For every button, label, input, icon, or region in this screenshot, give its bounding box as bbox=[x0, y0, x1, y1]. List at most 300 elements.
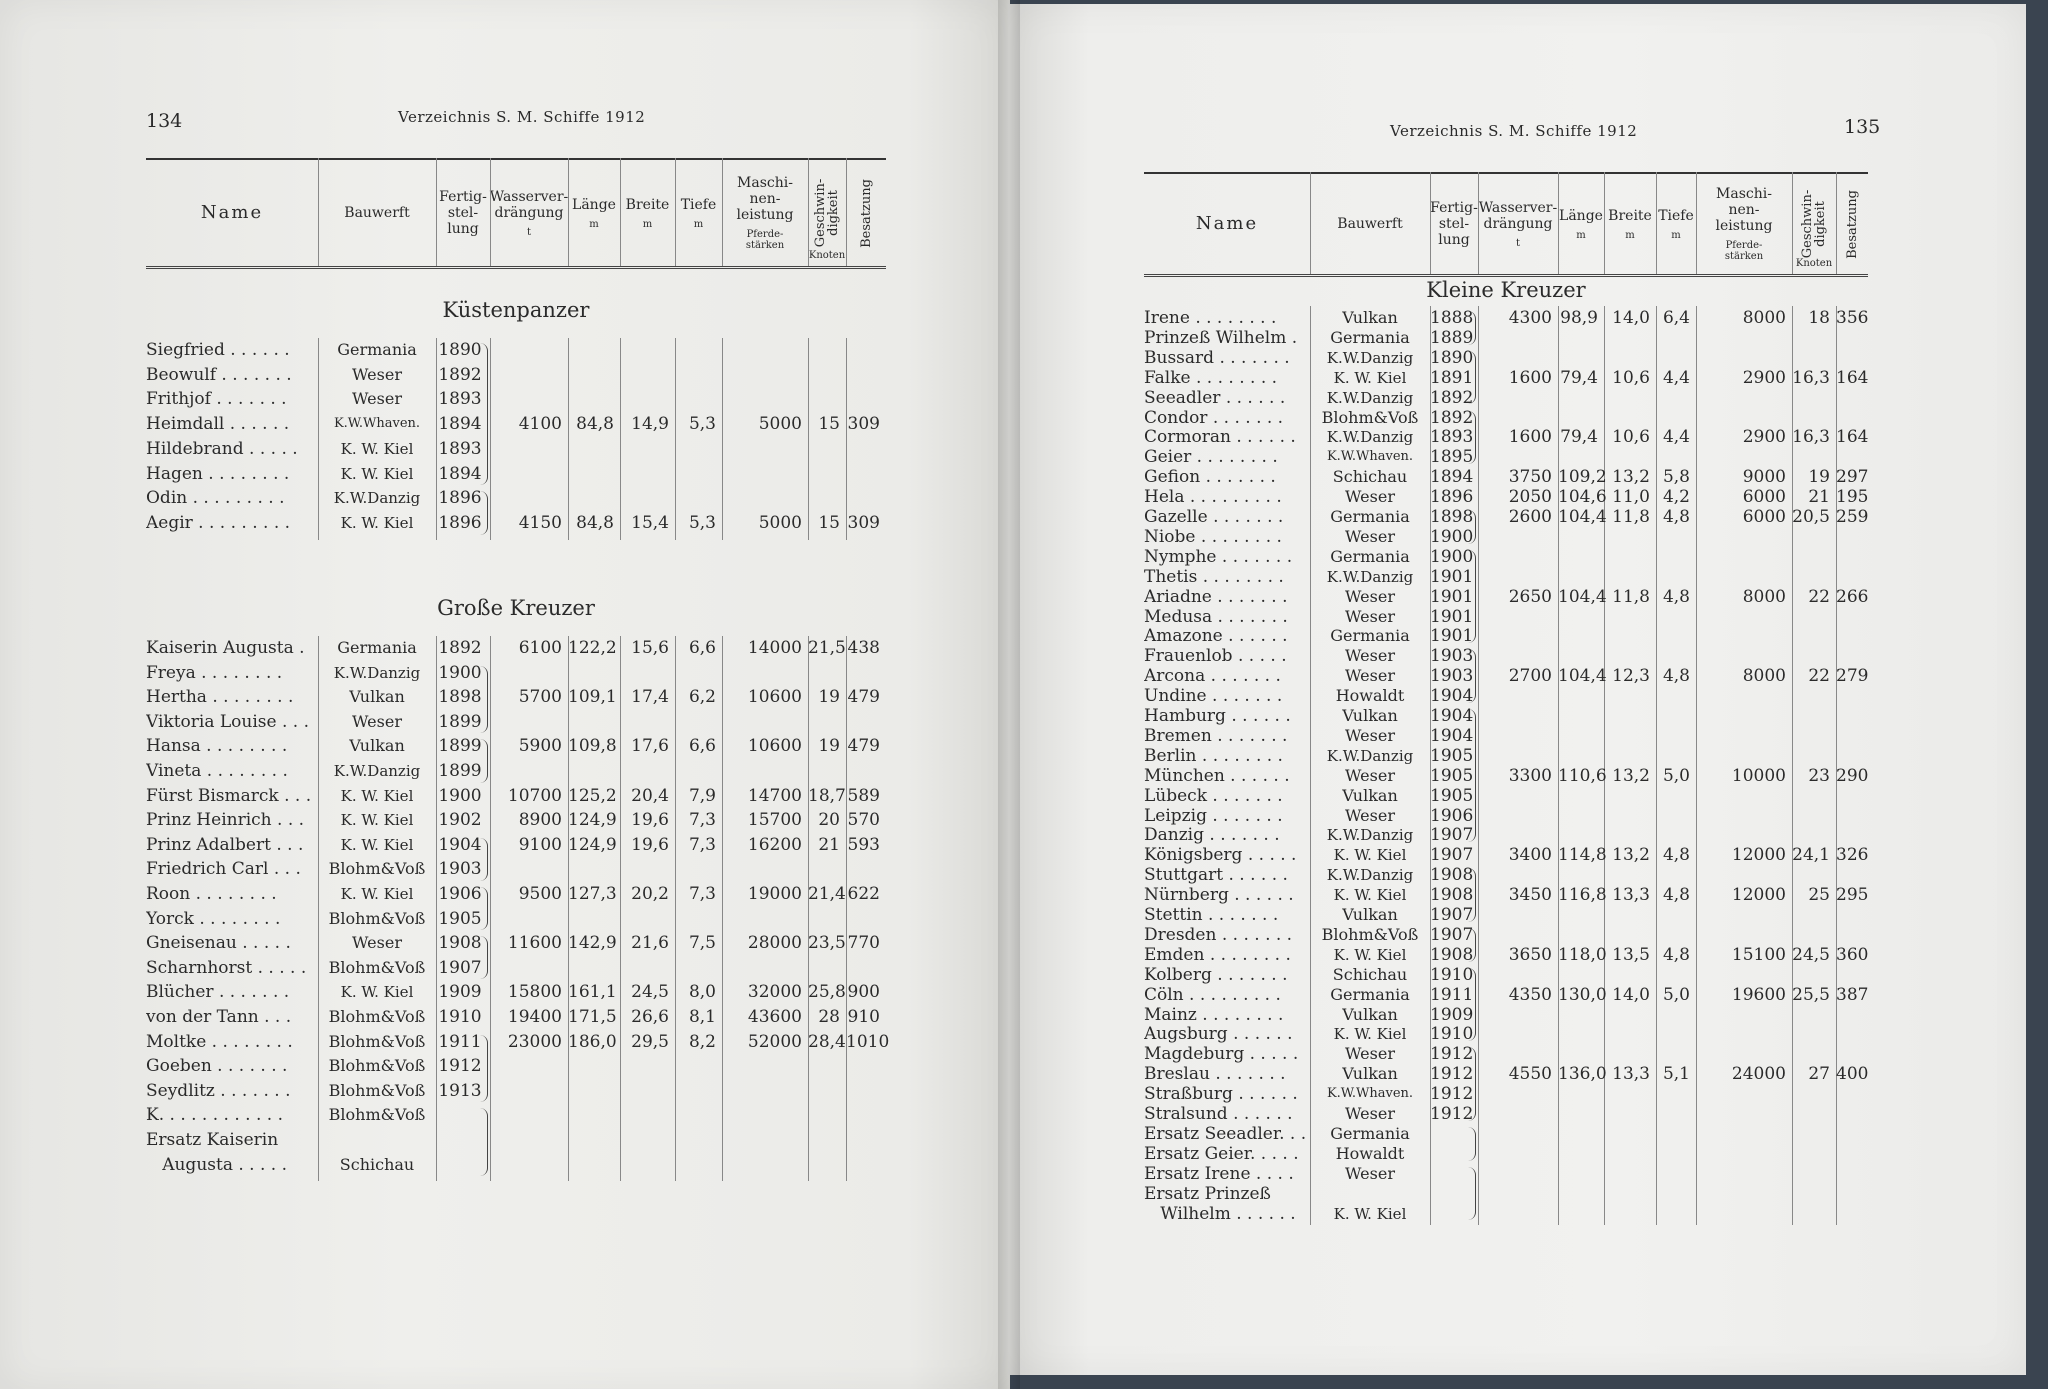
cell-disp: 2650 bbox=[1508, 586, 1552, 607]
cell-year: 1903 bbox=[438, 859, 482, 880]
cell-year: 1908 bbox=[1430, 865, 1474, 886]
cell-kn: 25,5 bbox=[1792, 984, 1830, 1005]
header-length bbox=[568, 162, 620, 264]
cell-yard: Weser bbox=[352, 389, 402, 409]
cell-year: 1899 bbox=[438, 711, 482, 732]
section-title: Kleine Kreuzer bbox=[1426, 278, 1586, 302]
header-name bbox=[1144, 176, 1310, 272]
cell-name: von der Tann . . . bbox=[146, 1007, 292, 1027]
cell-disp: 3650 bbox=[1508, 944, 1552, 965]
cell-hp: 43600 bbox=[747, 1007, 802, 1027]
cell-year: 1912 bbox=[438, 1056, 482, 1077]
cell-yard: Blohm&Voß bbox=[328, 1105, 426, 1125]
cell-year: 1893 bbox=[438, 389, 482, 410]
cell-crew: 195 bbox=[1836, 487, 1869, 508]
cell-year: 1901 bbox=[1430, 586, 1474, 607]
header-column-divider bbox=[620, 158, 621, 266]
group-brace bbox=[478, 739, 488, 782]
cell-name: Bremen . . . . . . . bbox=[1144, 725, 1288, 746]
cell-len: 122,2 bbox=[568, 638, 617, 658]
cell-yard: Howaldt bbox=[1335, 686, 1405, 706]
cell-crew: 387 bbox=[1836, 984, 1869, 1005]
cell-yard: K.W.Danzig bbox=[1326, 428, 1414, 447]
cell-depth: 6,4 bbox=[1662, 308, 1690, 328]
page-number: 134 bbox=[146, 110, 183, 132]
header-unit: t bbox=[1515, 237, 1521, 249]
cell-year: 1900 bbox=[438, 785, 482, 806]
cell-hp: 2900 bbox=[1742, 427, 1786, 448]
cell-kn: 28 bbox=[818, 1007, 840, 1027]
cell-len: 104,6 bbox=[1558, 487, 1607, 508]
cell-year: 1894 bbox=[1430, 467, 1474, 488]
cell-disp: 6100 bbox=[518, 638, 562, 658]
group-brace bbox=[1466, 411, 1476, 465]
cell-crew: 910 bbox=[847, 1007, 880, 1027]
header-rotated-label: Besatzung bbox=[858, 178, 874, 248]
cell-yard: Weser bbox=[1345, 526, 1395, 546]
header-column-divider bbox=[1696, 172, 1697, 274]
cell-name: Lübeck . . . . . . . bbox=[1144, 785, 1283, 806]
cell-len: 109,2 bbox=[1558, 467, 1607, 488]
cell-name: Blücher . . . . . . . bbox=[146, 982, 290, 1003]
cell-name: K. . . . . . . . . . . . bbox=[146, 1105, 283, 1126]
cell-year: 1889 bbox=[1430, 327, 1474, 348]
cell-depth: 4,8 bbox=[1662, 507, 1690, 527]
right-page bbox=[1008, 4, 2026, 1375]
cell-name: Kaiserin Augusta . bbox=[146, 638, 305, 658]
cell-name: Seydlitz . . . . . . . bbox=[146, 1080, 291, 1101]
group-brace bbox=[478, 666, 488, 734]
cell-name: Stettin . . . . . . . bbox=[1144, 905, 1279, 925]
cell-year: 1908 bbox=[438, 933, 482, 954]
header-label: Name bbox=[1195, 213, 1259, 234]
cell-disp: 15800 bbox=[507, 982, 562, 1003]
cell-hp: 8000 bbox=[1742, 586, 1786, 607]
table-top-rule bbox=[146, 158, 886, 160]
cell-year: 1905 bbox=[1430, 745, 1474, 766]
cell-disp: 3750 bbox=[1508, 467, 1552, 488]
cell-depth: 4,8 bbox=[1662, 885, 1690, 906]
cell-name: Ersatz Prinzeß bbox=[1144, 1183, 1271, 1204]
cell-yard: Weser bbox=[352, 711, 402, 731]
cell-depth: 7,5 bbox=[688, 933, 716, 954]
header-label: Tiefe bbox=[680, 196, 717, 213]
cell-name: Prinz Adalbert . . . bbox=[146, 834, 304, 855]
cell-disp: 19400 bbox=[507, 1007, 562, 1027]
cell-name: Dresden . . . . . . . bbox=[1144, 924, 1293, 945]
cell-year: 1890 bbox=[1430, 347, 1474, 368]
cell-yard: Vulkan bbox=[1342, 1064, 1398, 1084]
header-rotated-label: Geschwin- digkeit bbox=[813, 178, 842, 248]
cell-yard: Howaldt bbox=[1335, 1143, 1405, 1163]
header-yard bbox=[1310, 176, 1430, 272]
cell-crew: 279 bbox=[1836, 666, 1869, 687]
cell-yard: Blohm&Voß bbox=[328, 1080, 426, 1100]
cell-hp: 24000 bbox=[1731, 1064, 1786, 1085]
group-brace bbox=[478, 491, 488, 534]
group-brace bbox=[1466, 1127, 1476, 1161]
cell-yard: K. W. Kiel bbox=[1333, 1204, 1407, 1223]
column-divider bbox=[722, 636, 723, 1181]
cell-year: 1908 bbox=[1430, 885, 1474, 906]
header-column-divider bbox=[1792, 172, 1793, 274]
cell-crew: 1010 bbox=[846, 1031, 890, 1052]
group-brace bbox=[478, 1035, 488, 1103]
cell-year: 1907 bbox=[1430, 825, 1474, 846]
cell-name: Hertha . . . . . . . . bbox=[146, 687, 294, 708]
cell-name: Prinz Heinrich . . . bbox=[146, 810, 305, 831]
cell-disp: 9500 bbox=[518, 884, 562, 904]
cell-yard: Weser bbox=[1345, 666, 1395, 686]
cell-name: Gazelle . . . . . . . bbox=[1144, 507, 1284, 527]
cell-disp: 5700 bbox=[518, 687, 562, 708]
cell-depth: 5,3 bbox=[688, 414, 716, 435]
cell-name: Nürnberg . . . . . . bbox=[1144, 885, 1294, 906]
cell-beam: 19,6 bbox=[631, 834, 669, 855]
cell-depth: 6,6 bbox=[688, 736, 716, 757]
cell-disp: 10700 bbox=[507, 785, 562, 806]
cell-year: 1895 bbox=[1430, 447, 1474, 468]
cell-beam: 21,6 bbox=[631, 933, 669, 954]
cell-hp: 16200 bbox=[747, 834, 802, 855]
cell-year: 1907 bbox=[1430, 905, 1474, 925]
cell-name: Niobe . . . . . . . . bbox=[1144, 526, 1282, 547]
cell-crew: 309 bbox=[847, 512, 880, 533]
cell-len: 142,9 bbox=[568, 933, 617, 954]
header-column-divider bbox=[846, 158, 847, 266]
cell-kn: 22 bbox=[1808, 666, 1830, 687]
cell-hp: 2900 bbox=[1742, 367, 1786, 388]
cell-year: 1907 bbox=[438, 957, 482, 978]
cell-year: 1898 bbox=[1430, 507, 1474, 527]
cell-beam: 13,5 bbox=[1612, 944, 1650, 965]
header-label: Länge bbox=[1559, 207, 1603, 224]
group-brace bbox=[1466, 968, 1476, 1042]
cell-yard: Schichau bbox=[339, 1154, 415, 1174]
cell-name: Hildebrand . . . . . bbox=[146, 438, 298, 459]
header-speed bbox=[1792, 176, 1836, 272]
cell-name: Hamburg . . . . . . bbox=[1144, 706, 1291, 726]
cell-len: 118,0 bbox=[1558, 944, 1607, 965]
cell-year: 1899 bbox=[438, 736, 482, 757]
header-column-divider bbox=[1656, 172, 1657, 274]
cell-name: Heimdall . . . . . . bbox=[146, 414, 290, 435]
cell-crew: 360 bbox=[1836, 944, 1869, 965]
cell-yard: Schichau bbox=[1332, 467, 1408, 487]
cell-yard: Weser bbox=[1345, 1163, 1395, 1183]
cell-yard: Germania bbox=[337, 638, 417, 657]
cell-len: 171,5 bbox=[568, 1007, 617, 1027]
group-brace bbox=[1466, 550, 1476, 644]
cell-hp: 15700 bbox=[747, 810, 802, 831]
group-brace bbox=[1466, 1047, 1476, 1121]
header-rotated-label: Geschwin- digkeit bbox=[1800, 189, 1829, 259]
cell-yard: Germania bbox=[337, 340, 417, 359]
cell-yard: Weser bbox=[1345, 586, 1395, 606]
cell-kn: 19 bbox=[818, 736, 840, 757]
cell-year: 1911 bbox=[1430, 984, 1474, 1005]
cell-name: Emden . . . . . . . . bbox=[1144, 944, 1291, 965]
cell-disp: 5900 bbox=[518, 736, 562, 757]
cell-name: Thetis . . . . . . . . bbox=[1144, 566, 1284, 587]
cell-name: Hela . . . . . . . . . bbox=[1144, 487, 1282, 508]
cell-len: 109,1 bbox=[568, 687, 617, 708]
cell-year: 1909 bbox=[1430, 1004, 1474, 1025]
cell-beam: 11,8 bbox=[1612, 507, 1650, 527]
cell-yard: Weser bbox=[1345, 765, 1395, 785]
cell-name: Stuttgart . . . . . . bbox=[1144, 865, 1288, 886]
cell-yard: Germania bbox=[1330, 984, 1410, 1004]
cell-beam: 17,4 bbox=[631, 687, 669, 708]
group-brace bbox=[478, 887, 488, 930]
header-unit: t bbox=[526, 226, 532, 238]
cell-yard: K.W.Danzig bbox=[1326, 567, 1414, 586]
cell-name: Stralsund . . . . . . bbox=[1144, 1104, 1293, 1124]
cell-yard: K. W. Kiel bbox=[340, 811, 414, 830]
cell-yard: Weser bbox=[1345, 487, 1395, 507]
cell-yard: K. W. Kiel bbox=[340, 464, 414, 483]
cell-crew: 164 bbox=[1836, 367, 1869, 388]
cell-name: Breslau . . . . . . . bbox=[1144, 1064, 1286, 1085]
cell-yard: Vulkan bbox=[349, 687, 405, 707]
group-brace bbox=[1466, 649, 1476, 703]
header-column-divider bbox=[490, 158, 491, 266]
cell-name: Gefion . . . . . . . bbox=[1144, 467, 1276, 488]
cell-kn: 15 bbox=[818, 512, 840, 533]
cell-name: Arcona . . . . . . . bbox=[1144, 666, 1281, 687]
cell-name: München . . . . . . bbox=[1144, 765, 1290, 786]
cell-kn: 21 bbox=[1808, 487, 1830, 508]
cell-beam: 17,6 bbox=[631, 736, 669, 757]
cell-crew: 622 bbox=[847, 884, 880, 904]
page-number: 135 bbox=[1844, 116, 1881, 138]
cell-hp: 8000 bbox=[1742, 666, 1786, 687]
cell-kn: 27 bbox=[1808, 1064, 1830, 1085]
cell-yard: Weser bbox=[1345, 1044, 1395, 1064]
cell-len: 104,4 bbox=[1558, 586, 1607, 607]
cell-year: 1902 bbox=[438, 810, 482, 831]
cell-kn: 15 bbox=[818, 414, 840, 435]
cell-year: 1905 bbox=[1430, 765, 1474, 786]
cell-len: 136,0 bbox=[1558, 1064, 1607, 1085]
cell-beam: 13,2 bbox=[1612, 845, 1650, 866]
cell-depth: 8,0 bbox=[688, 982, 716, 1003]
cell-beam: 29,5 bbox=[631, 1031, 669, 1052]
cell-hp: 14000 bbox=[747, 638, 802, 658]
cell-yard: K. W. Kiel bbox=[1333, 846, 1407, 865]
cell-name: Undine . . . . . . . bbox=[1144, 686, 1283, 707]
cell-yard: K.W.Danzig bbox=[1326, 388, 1414, 407]
header-unit: m bbox=[1576, 229, 1586, 241]
cell-depth: 4,8 bbox=[1662, 586, 1690, 607]
header-unit: Knoten bbox=[808, 250, 846, 261]
cell-kn: 19 bbox=[1808, 467, 1830, 488]
cell-beam: 14,9 bbox=[631, 414, 669, 435]
cell-name: Geier . . . . . . . . bbox=[1144, 447, 1278, 468]
cell-name: Irene . . . . . . . . bbox=[1144, 308, 1277, 328]
cell-depth: 7,9 bbox=[688, 785, 716, 806]
cell-hp: 10600 bbox=[747, 687, 802, 708]
cell-kn: 16,3 bbox=[1792, 427, 1830, 448]
cell-year: 1899 bbox=[438, 761, 482, 781]
cell-len: 186,0 bbox=[568, 1031, 617, 1052]
header-column-divider bbox=[1430, 172, 1431, 274]
cell-yard: K.W.Danzig bbox=[333, 663, 421, 682]
header-name bbox=[146, 162, 318, 264]
header-unit: m bbox=[1671, 229, 1681, 241]
cell-year: 1907 bbox=[1430, 924, 1474, 945]
cell-name: Bussard . . . . . . . bbox=[1144, 347, 1290, 368]
cell-hp: 12000 bbox=[1731, 885, 1786, 906]
cell-yard: Vulkan bbox=[349, 736, 405, 756]
cell-disp: 4300 bbox=[1508, 308, 1552, 328]
cell-name: Scharnhorst . . . . . bbox=[146, 957, 307, 978]
cell-name: Aegir . . . . . . . . . bbox=[146, 512, 291, 533]
cell-yard: K. W. Kiel bbox=[1333, 368, 1407, 387]
cell-disp: 23000 bbox=[507, 1031, 562, 1052]
cell-kn: 20 bbox=[818, 810, 840, 831]
header-label: Länge bbox=[572, 196, 616, 213]
cell-disp: 1600 bbox=[1508, 367, 1552, 388]
group-brace bbox=[478, 936, 488, 979]
header-beam bbox=[1604, 176, 1656, 272]
cell-name: Magdeburg . . . . . bbox=[1144, 1044, 1299, 1065]
group-brace bbox=[1466, 868, 1476, 922]
cell-yard: Blohm&Voß bbox=[328, 1031, 426, 1051]
cell-yard: K.W.Danzig bbox=[1326, 746, 1414, 765]
cell-name: Wilhelm . . . . . . bbox=[1144, 1203, 1296, 1224]
cell-yard: Blohm&Voß bbox=[328, 1007, 426, 1026]
cell-crew: 297 bbox=[1836, 467, 1869, 488]
cell-name: Roon . . . . . . . . bbox=[146, 884, 277, 904]
cell-hp: 5000 bbox=[758, 414, 802, 435]
cell-len: 104,4 bbox=[1558, 666, 1607, 687]
cell-crew: 295 bbox=[1836, 885, 1869, 906]
cell-kn: 25 bbox=[1808, 885, 1830, 906]
cell-crew: 309 bbox=[847, 414, 880, 435]
cell-yard: Weser bbox=[352, 933, 402, 953]
cell-year: 1912 bbox=[1430, 1064, 1474, 1085]
cell-year: 1900 bbox=[1430, 546, 1474, 567]
cell-year: 1912 bbox=[1430, 1044, 1474, 1065]
cell-name: Vineta . . . . . . . . bbox=[146, 761, 288, 781]
column-divider bbox=[568, 338, 569, 540]
cell-year: 1906 bbox=[1430, 805, 1474, 826]
cell-depth: 4,4 bbox=[1662, 427, 1690, 448]
cell-kn: 23,5 bbox=[808, 933, 846, 954]
header-column-divider bbox=[1310, 172, 1311, 274]
cell-yard: K. W. Kiel bbox=[340, 885, 414, 903]
section-title: Küstenpanzer bbox=[442, 298, 590, 322]
cell-disp: 11600 bbox=[507, 933, 562, 954]
column-divider bbox=[846, 338, 847, 540]
header-length bbox=[1558, 176, 1604, 272]
header-unit: Pferde- stärken bbox=[745, 229, 785, 251]
cell-kn: 19 bbox=[818, 687, 840, 708]
cell-beam: 19,6 bbox=[631, 810, 669, 831]
cell-beam: 11,8 bbox=[1612, 586, 1650, 607]
cell-year: 1907 bbox=[1430, 845, 1474, 866]
cell-yard: Weser bbox=[1345, 646, 1395, 666]
header-speed bbox=[808, 162, 846, 264]
cell-name: Viktoria Louise . . . bbox=[146, 711, 310, 732]
cell-yard: Blohm&Voß bbox=[1321, 924, 1419, 944]
cell-crew: 259 bbox=[1836, 507, 1869, 527]
cell-depth: 7,3 bbox=[688, 834, 716, 855]
cell-crew: 356 bbox=[1836, 308, 1869, 328]
left-page bbox=[0, 0, 1010, 1389]
cell-len: 161,1 bbox=[568, 982, 617, 1003]
column-divider bbox=[675, 636, 676, 1181]
group-brace bbox=[1466, 510, 1476, 544]
header-label: Fertig- stel- lung bbox=[439, 189, 487, 237]
cell-year: 1904 bbox=[438, 834, 482, 855]
cell-yard: Blohm&Voß bbox=[328, 1056, 426, 1076]
cell-len: 109,8 bbox=[568, 736, 617, 757]
cell-yard: Vulkan bbox=[1342, 1004, 1398, 1024]
cell-year: 1908 bbox=[1430, 944, 1474, 965]
cell-yard: Weser bbox=[1345, 1104, 1395, 1123]
cell-year: 1905 bbox=[1430, 785, 1474, 806]
cell-yard: Vulkan bbox=[1342, 308, 1398, 327]
cell-beam: 10,6 bbox=[1612, 367, 1650, 388]
cell-crew: 593 bbox=[847, 834, 880, 855]
cell-yard: K.W.Danzig bbox=[1326, 826, 1414, 845]
group-brace bbox=[478, 343, 488, 485]
cell-beam: 13,2 bbox=[1612, 467, 1650, 488]
cell-depth: 4,2 bbox=[1662, 487, 1690, 508]
cell-year: 1910 bbox=[438, 1007, 482, 1027]
cell-disp: 2700 bbox=[1508, 666, 1552, 687]
cell-disp: 4550 bbox=[1508, 1064, 1552, 1085]
cell-hp: 19000 bbox=[747, 884, 802, 904]
cell-name: Danzig . . . . . . . bbox=[1144, 825, 1280, 846]
cell-kn: 28,4 bbox=[808, 1031, 846, 1052]
cell-name: Falke . . . . . . . . bbox=[1144, 367, 1278, 388]
cell-crew: 290 bbox=[1836, 765, 1869, 786]
cell-crew: 266 bbox=[1836, 586, 1869, 607]
cell-yard: K. W. Kiel bbox=[340, 835, 414, 854]
header-label: Breite bbox=[625, 196, 670, 213]
cell-yard: Germania bbox=[1330, 1123, 1410, 1143]
table-top-rule bbox=[1144, 172, 1868, 174]
cell-name: Medusa . . . . . . . bbox=[1144, 606, 1288, 627]
header-label: Wasserver- drängung bbox=[1478, 199, 1558, 232]
cell-year: 1903 bbox=[1430, 646, 1474, 667]
cell-len: 84,8 bbox=[576, 414, 614, 435]
cell-depth: 4,8 bbox=[1662, 944, 1690, 965]
column-divider bbox=[490, 338, 491, 540]
cell-year: 1896 bbox=[438, 512, 482, 533]
group-brace bbox=[1466, 351, 1476, 405]
cell-year: 1894 bbox=[438, 463, 482, 484]
header-column-divider bbox=[722, 158, 723, 266]
column-divider bbox=[490, 636, 491, 1181]
cell-yard: Blohm&Voß bbox=[328, 859, 426, 879]
header-draught bbox=[675, 162, 722, 264]
cell-len: 84,8 bbox=[576, 512, 614, 533]
cell-beam: 10,6 bbox=[1612, 427, 1650, 448]
cell-year: 1892 bbox=[1430, 387, 1474, 408]
cell-yard: Weser bbox=[1345, 805, 1395, 825]
cell-name: Kolberg . . . . . . . bbox=[1144, 964, 1288, 985]
cell-yard: K.W.Danzig bbox=[333, 762, 421, 780]
header-column-divider bbox=[318, 158, 319, 266]
column-divider bbox=[620, 636, 621, 1181]
cell-crew: 589 bbox=[847, 785, 880, 806]
cell-name: Ariadne . . . . . . . bbox=[1144, 586, 1288, 607]
cell-name: Berlin . . . . . . . . bbox=[1144, 745, 1283, 766]
